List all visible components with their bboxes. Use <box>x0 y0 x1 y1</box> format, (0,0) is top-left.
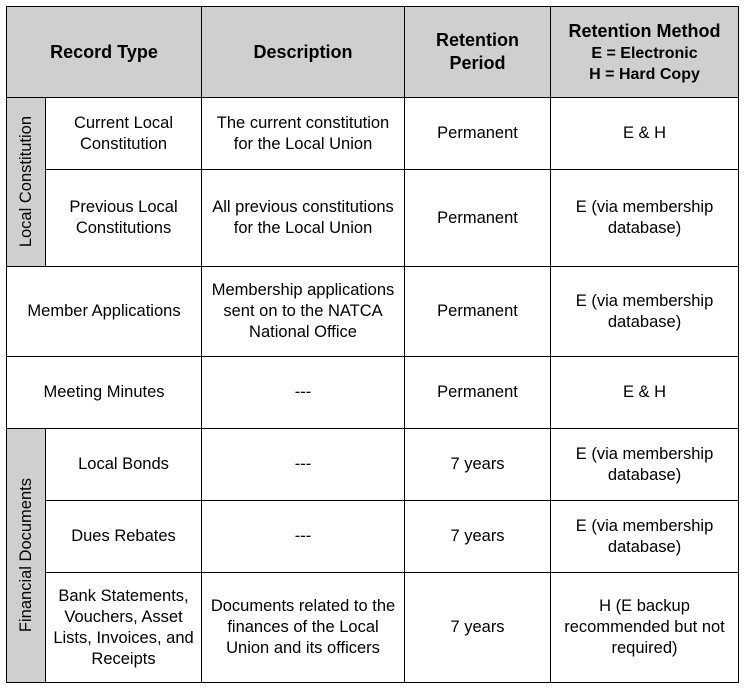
table-row <box>7 170 739 267</box>
record-type-cell: Meeting Minutes <box>7 357 202 429</box>
group-label: Local Constitution <box>16 116 35 248</box>
retention-method-label: Retention Method <box>568 20 721 41</box>
method-key-electronic: E = Electronic <box>591 44 698 62</box>
group-local-constitution <box>7 98 46 267</box>
retention-method-cell: E (via membership database) <box>551 501 739 573</box>
description-cell: --- <box>202 429 405 501</box>
retention-method-cell: E (via membership database) <box>551 170 739 267</box>
retention-period-cell: Permanent <box>405 357 551 429</box>
table-row <box>7 501 739 573</box>
retention-method-cell: E & H <box>551 357 739 429</box>
table-row <box>7 573 739 683</box>
record-type-cell: Dues Rebates <box>46 501 202 573</box>
description-cell: Membership applications sent on to the NATCA National Office <box>202 267 405 357</box>
description-cell: All previous constitutions for the Local Union <box>202 170 405 267</box>
retention-period-cell: 7 years <box>405 501 551 573</box>
description-cell: --- <box>202 357 405 429</box>
header-row <box>7 7 739 98</box>
retention-period-label: Retention Period <box>436 30 520 73</box>
retention-table <box>6 6 739 683</box>
description-cell: --- <box>202 501 405 573</box>
description-cell: Documents related to the finances of the Local Union and its officers <box>202 573 405 683</box>
retention-period-cell: Permanent <box>405 267 551 357</box>
retention-method-header <box>551 7 739 98</box>
description-header: Description <box>202 7 405 98</box>
retention-period-cell: 7 years <box>405 573 551 683</box>
method-key-hard-copy: H = Hard Copy <box>589 65 700 83</box>
retention-method-cell: E (via membership database) <box>551 429 739 501</box>
retention-period-cell: Permanent <box>405 98 551 170</box>
record-type-cell: Previous Local Constitutions <box>46 170 202 267</box>
table-row <box>7 357 739 429</box>
record-type-cell: Member Applications <box>7 267 202 357</box>
group-financial-documents <box>7 429 46 683</box>
retention-method-cell: E (via membership database) <box>551 267 739 357</box>
retention-period-cell: Permanent <box>405 170 551 267</box>
retention-method-cell: H (E backup recommended but not required) <box>551 573 739 683</box>
table-row <box>7 267 739 357</box>
retention-method-cell: E & H <box>551 98 739 170</box>
group-label: Financial Documents <box>16 478 35 633</box>
retention-period-cell: 7 years <box>405 429 551 501</box>
description-cell: The current constitution for the Local Union <box>202 98 405 170</box>
record-type-header: Record Type <box>7 7 202 98</box>
record-type-cell: Local Bonds <box>46 429 202 501</box>
table-row <box>7 98 739 170</box>
record-type-cell: Bank Statements, Vouchers, Asset Lists, Invoices, and Receipts <box>46 573 202 683</box>
retention-period-header <box>405 7 551 98</box>
table-row <box>7 429 739 501</box>
record-type-cell: Current Local Constitution <box>46 98 202 170</box>
